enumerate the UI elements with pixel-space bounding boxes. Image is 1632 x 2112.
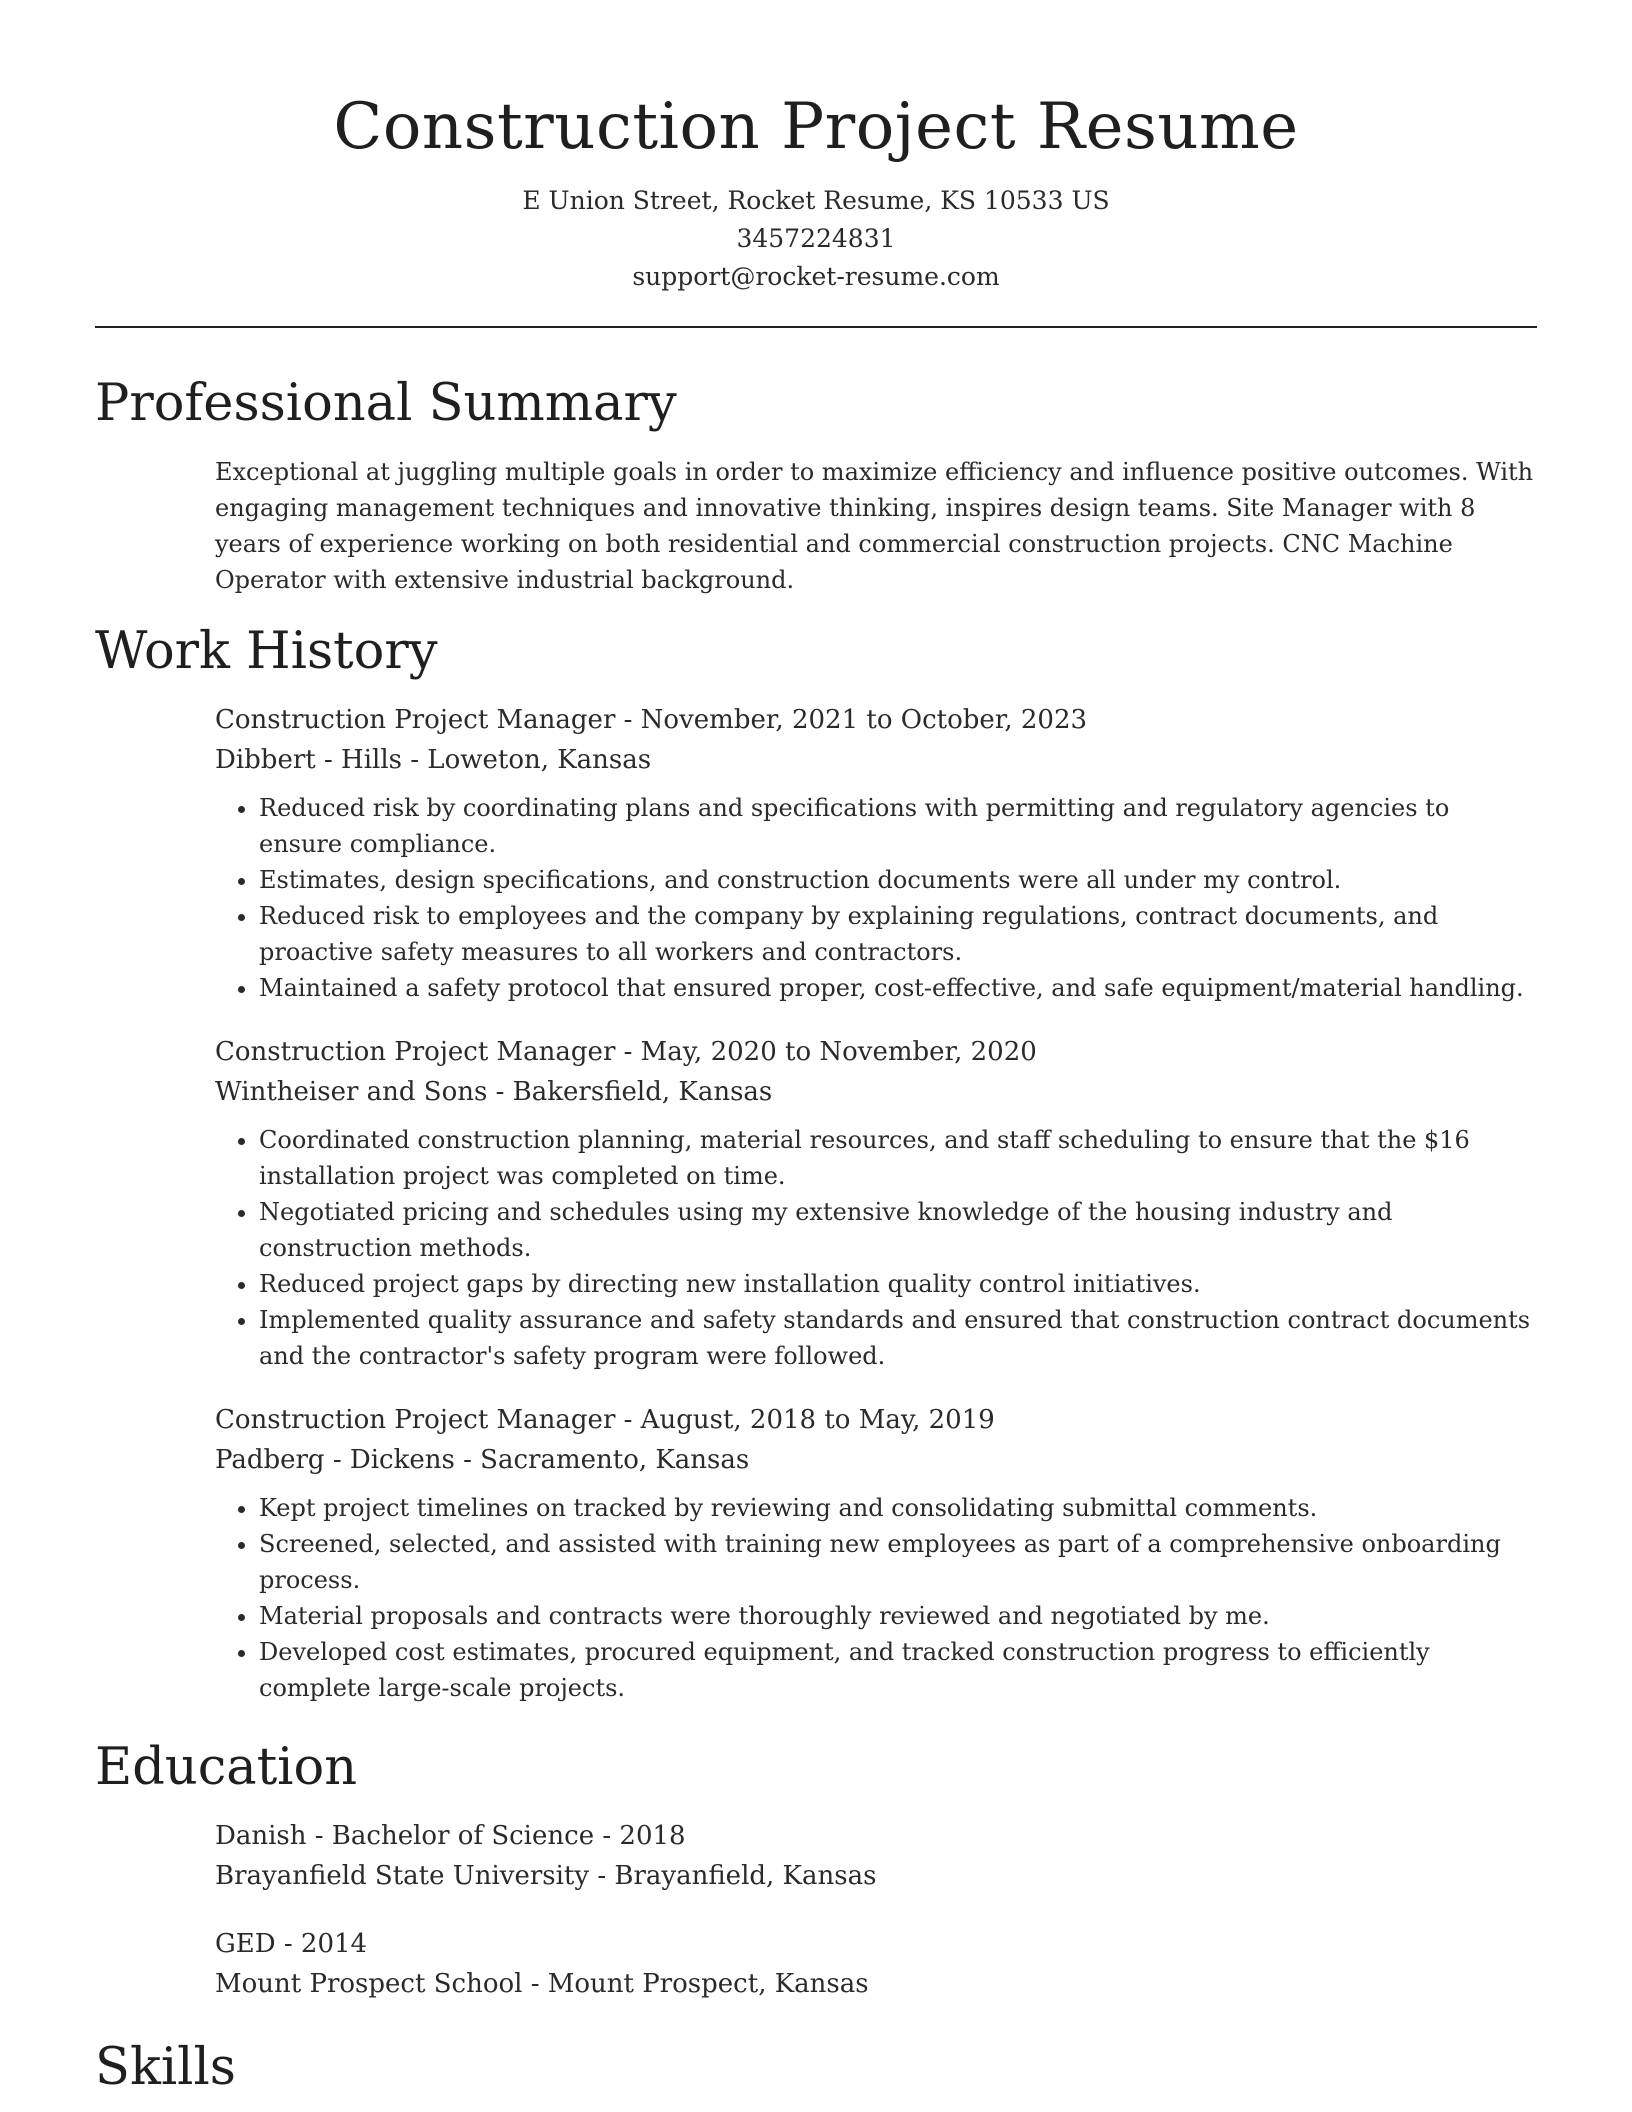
- work-history-heading: Work History: [95, 622, 438, 681]
- job-role-line: Construction Project Manager - November, 2021 to October, 2023: [215, 705, 1088, 735]
- bullet-item: • Maintained a safety protocol that ensured proper, cost-effective, and safe equipment/material handling.: [259, 970, 1537, 1006]
- phone: 3457224831: [736, 224, 896, 253]
- skills-heading: Skills: [95, 2038, 236, 2097]
- resume-header: [95, 0, 1537, 296]
- bullet-item: • Negotiated pricing and schedules using my extensive knowledge of the housing industry and construction methods.: [259, 1194, 1537, 1266]
- education-degree-line: GED - 2014: [215, 1929, 368, 1959]
- education-entry: [95, 1924, 1537, 2004]
- education-school-line: Mount Prospect School - Mount Prospect, Kansas: [215, 1969, 869, 1999]
- bullet-item: • Developed cost estimates, procured equipment, and tracked construction progress to efficiently complete large-scale projects.: [259, 1634, 1537, 1706]
- resume-title: Construction Project Resume: [333, 90, 1299, 164]
- summary-heading: Professional Summary: [95, 374, 677, 433]
- job-bullets: [215, 790, 1537, 1006]
- bullet-item: • Reduced risk by coordinating plans and specifications with permitting and regulatory agencies to ensure compliance.: [259, 790, 1537, 862]
- education-degree-line: Danish - Bachelor of Science - 2018: [215, 1821, 686, 1851]
- education-section: [95, 1732, 1537, 2004]
- contact-info: [95, 182, 1537, 296]
- job-entry: [95, 1400, 1537, 1706]
- education-heading: Education: [95, 1738, 358, 1797]
- bullet-item: • Coordinated construction planning, material resources, and staff scheduling to ensure that the $16 installation project was completed on time.: [259, 1122, 1537, 1194]
- header-divider: [95, 326, 1537, 328]
- education-entry: [95, 1816, 1537, 1896]
- bullet-item: • Estimates, design specifications, and construction documents were all under my control.: [259, 862, 1537, 898]
- job-bullets: [215, 1122, 1537, 1374]
- bullet-item: • Material proposals and contracts were thoroughly reviewed and negotiated by me.: [259, 1598, 1537, 1634]
- summary-section: [95, 368, 1537, 598]
- job-bullets: [215, 1490, 1537, 1706]
- job-company-line: Padberg - Dickens - Sacramento, Kansas: [215, 1445, 750, 1475]
- skills-section: [95, 2032, 1537, 2104]
- job-role-line: Construction Project Manager - August, 2018 to May, 2019: [215, 1405, 995, 1435]
- job-entry: [95, 700, 1537, 1006]
- job-role-line: Construction Project Manager - May, 2020 to November, 2020: [215, 1037, 1037, 1067]
- job-company-line: Wintheiser and Sons - Bakersfield, Kansas: [215, 1077, 773, 1107]
- work-history-section: [95, 616, 1537, 1706]
- job-company-line: Dibbert - Hills - Loweton, Kansas: [215, 745, 652, 775]
- education-school-line: Brayanfield State University - Brayanfield, Kansas: [215, 1861, 877, 1891]
- summary-text: Exceptional at juggling multiple goals in order to maximize efficiency and influence positive outcomes. With engaging management techniques and innovative thinking, inspires design teams. Site Manager with 8 years of experience working on both residential and commercial construction projects. CNC Machine Operator with extensive industrial background.: [215, 458, 1534, 594]
- job-entry: [95, 1032, 1537, 1374]
- email: support@rocket-resume.com: [632, 262, 1000, 291]
- bullet-item: • Reduced risk to employees and the company by explaining regulations, contract documents, and proactive safety measures to all workers and contractors.: [259, 898, 1537, 970]
- bullet-item: • Implemented quality assurance and safety standards and ensured that construction contract documents and the contractor's safety program were followed.: [259, 1302, 1537, 1374]
- address: E Union Street, Rocket Resume, KS 10533 US: [522, 186, 1110, 215]
- bullet-item: • Screened, selected, and assisted with training new employees as part of a comprehensive onboarding process.: [259, 1526, 1537, 1598]
- bullet-item: • Reduced project gaps by directing new installation quality control initiatives.: [259, 1266, 1537, 1302]
- bullet-item: • Kept project timelines on tracked by reviewing and consolidating submittal comments.: [259, 1490, 1537, 1526]
